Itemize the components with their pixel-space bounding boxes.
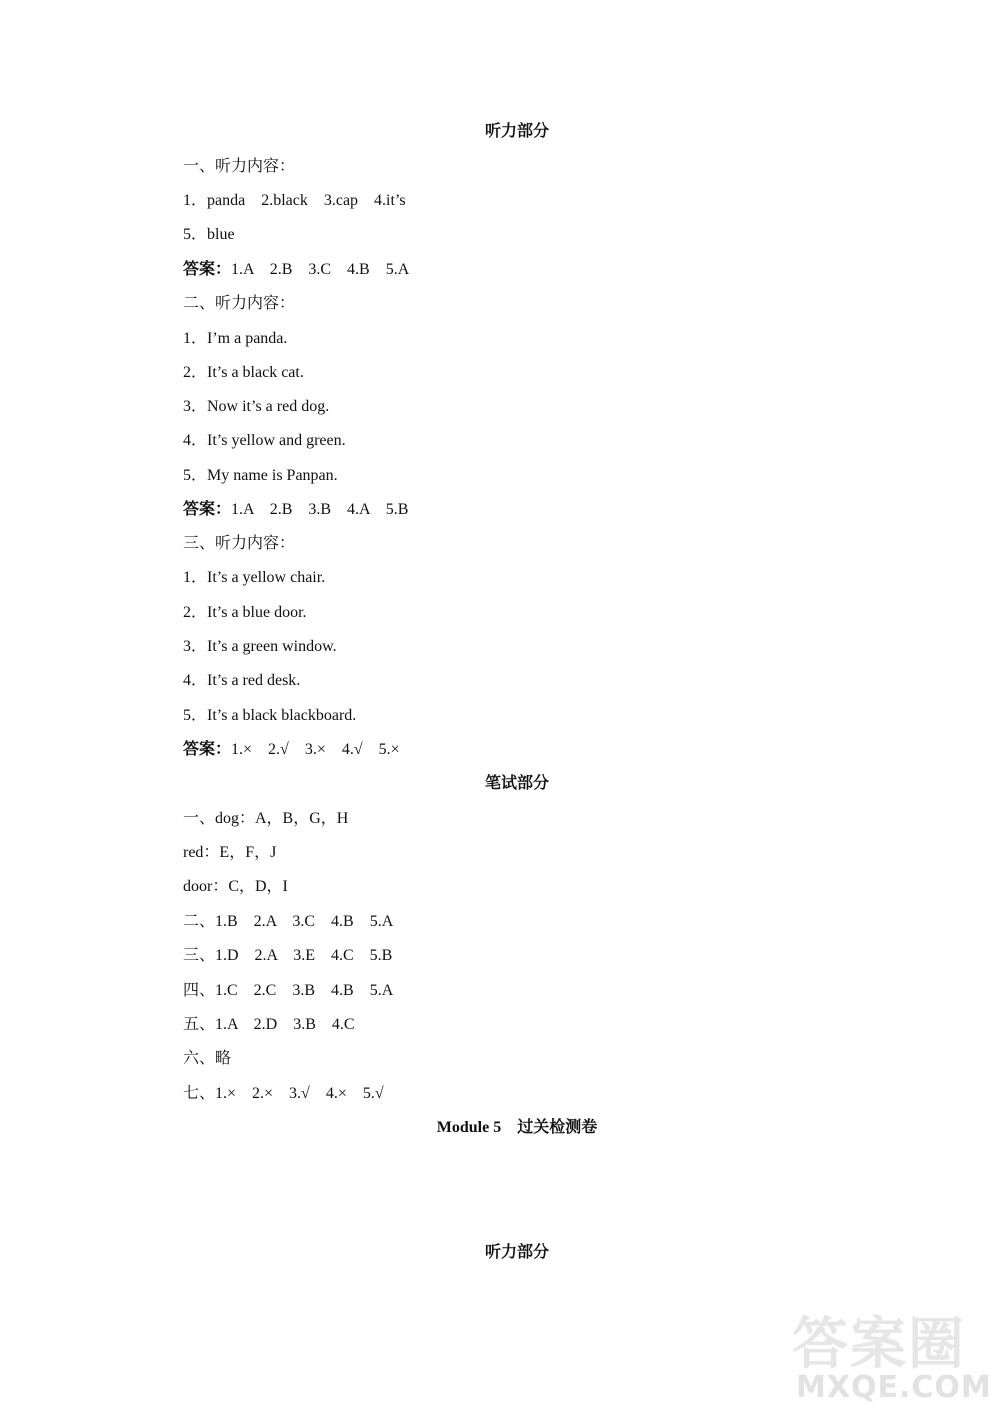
part1-item: 5．blue	[183, 226, 235, 243]
part2-item: 1．I’m a panda.	[183, 330, 288, 347]
part2-item: 2．It’s a black cat.	[183, 364, 304, 381]
part2-item: 3．Now it’s a red dog.	[183, 398, 330, 415]
watermark-logo	[792, 1300, 992, 1410]
part2-item: 5．My name is Panpan.	[183, 467, 338, 484]
part3-item: 2．It’s a blue door.	[183, 604, 307, 621]
section-heading-written: 笔试部分	[484, 775, 549, 792]
part3-item: 4．It’s a red desk.	[183, 672, 301, 689]
answer-values: 1.A 2.B 3.B 4.A 5.B	[231, 501, 409, 518]
answer-label: 答案：	[183, 261, 232, 278]
watermark-url: MXQE.COM	[796, 1370, 992, 1405]
part3-item: 1．It’s a yellow chair.	[183, 569, 326, 586]
written-answer-line: 四、1.C 2.C 3.B 4.B 5.A	[183, 982, 394, 999]
part3-title: 三、听力内容：	[183, 535, 296, 552]
written-answer-line: 二、1.B 2.A 3.C 4.B 5.A	[183, 913, 394, 930]
section-heading-listening: 听力部分	[484, 123, 549, 140]
answer-values: 1.A 2.B 3.C 4.B 5.A	[231, 261, 410, 278]
module-heading: Module 5 过关检测卷	[436, 1119, 598, 1136]
part1-answer-line	[183, 260, 409, 280]
written-answer-line: red：E，F，J	[183, 844, 277, 861]
part3-answer-line	[183, 740, 400, 760]
part3-item: 5．It’s a black blackboard.	[183, 707, 357, 724]
written-answer-line: door：C，D，I	[183, 878, 288, 895]
section-heading-listening-2: 听力部分	[484, 1244, 549, 1261]
written-answer-line: 六、略	[183, 1050, 232, 1067]
watermark-logo-text: 答案圈	[792, 1312, 966, 1377]
written-answer-line: 三、1.D 2.A 3.E 4.C 5.B	[183, 947, 393, 964]
part1-item: 1．panda 2.black 3.cap 4.it’s	[183, 192, 406, 209]
answer-values: 1.× 2.√ 3.× 4.√ 5.×	[231, 741, 400, 758]
written-answer-line: 一、dog：A，B，G，H	[183, 810, 349, 827]
part1-title: 一、听力内容：	[183, 158, 296, 175]
written-answer-line: 七、1.× 2.× 3.√ 4.× 5.√	[183, 1085, 384, 1102]
part2-answer-line	[183, 500, 408, 520]
answer-label: 答案：	[183, 741, 232, 758]
answer-label: 答案：	[183, 501, 232, 518]
part2-title: 二、听力内容：	[183, 295, 296, 312]
part3-item: 3．It’s a green window.	[183, 638, 337, 655]
part2-item: 4．It’s yellow and green.	[183, 432, 346, 449]
written-answer-line: 五、1.A 2.D 3.B 4.C	[183, 1016, 355, 1033]
